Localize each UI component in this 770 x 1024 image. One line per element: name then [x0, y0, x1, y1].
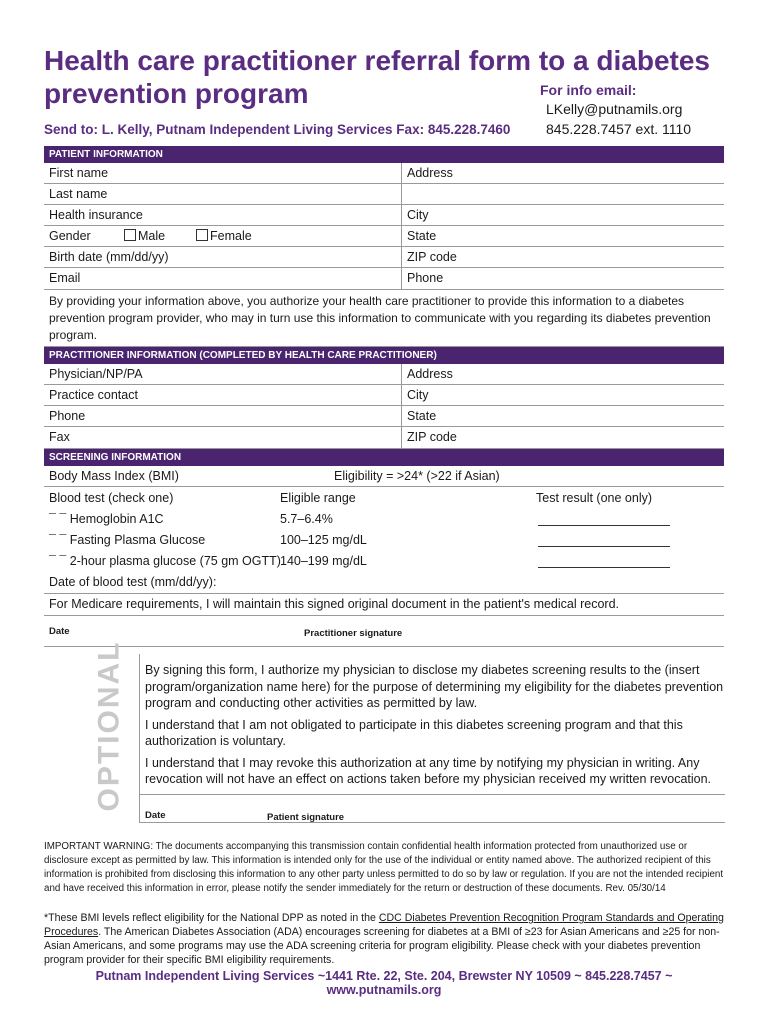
practitioner-signature-row: [44, 616, 724, 647]
test-date-field[interactable]: Date of blood test (mm/dd/yy):: [49, 575, 217, 589]
bmi-row: [44, 466, 724, 487]
female-checkbox[interactable]: [196, 226, 252, 246]
optional-paragraph-3: I understand that I may revoke this authorization at any time by notifying my physician in writing. Any revocation will not have an effect on actions taken before my physician received my written revocation.: [145, 755, 712, 786]
optional-authorization: [139, 654, 725, 823]
email-field[interactable]: Email: [49, 271, 81, 285]
test-row-fasting: [44, 530, 724, 551]
confidentiality-warning: IMPORTANT WARNING: The documents accompanying this transmission contain confidential health information protected from unauthorized use or disclosure except as permitted by law. This information is intended only for the use of the individual or entity named above. The authorized recipient of this information is prohibited from disclosing this information to any other party unless permitted to do so by law or regulation. If you are not the intended recipient and have received this information in error, please notify the sender immediately for the return or destruction of these documents. Rev. 05/30/14: [44, 841, 724, 894]
test-option-a1c[interactable]: ¯ ¯ Hemoglobin A1C: [49, 512, 164, 526]
patient-zip-field[interactable]: ZIP code: [401, 247, 725, 268]
info-phone: 845.228.7457 ext. 1110: [546, 121, 692, 137]
optional-label-area: [44, 640, 139, 812]
test-option-fasting[interactable]: ¯ ¯ Fasting Plasma Glucose: [49, 533, 206, 547]
practitioner-phone-field[interactable]: Phone: [49, 409, 86, 423]
patient-address-field[interactable]: Address: [401, 163, 725, 184]
referral-form: [44, 146, 724, 647]
practitioner-signature-field[interactable]: Practitioner signature: [304, 628, 403, 639]
optional-label: OPTIONAL: [92, 640, 126, 812]
blood-test-header-row: [44, 487, 724, 509]
bmi-field[interactable]: Body Mass Index (BMI): [49, 469, 179, 483]
test-row-ogtt: [44, 551, 724, 572]
male-checkbox-box[interactable]: [124, 229, 136, 241]
first-name-field[interactable]: First name: [49, 166, 109, 180]
info-email-address[interactable]: LKelly@putnamils.org: [546, 101, 683, 117]
range-a1c: 5.7–6.4%: [280, 512, 333, 526]
practitioner-row-2: [44, 385, 724, 406]
female-checkbox-box[interactable]: [196, 229, 208, 241]
practitioner-row-4: [44, 427, 724, 449]
test-result-label: Test result (one only): [536, 491, 653, 505]
send-to-line: Send to: L. Kelly, Putnam Independent Living Services Fax: 845.228.7460: [44, 122, 511, 137]
patient-address-line2[interactable]: [401, 184, 725, 205]
practitioner-zip-field[interactable]: ZIP code: [401, 427, 725, 449]
result-a1c-input[interactable]: [538, 511, 670, 526]
male-checkbox[interactable]: [124, 226, 165, 246]
practitioner-city-field[interactable]: City: [401, 385, 725, 406]
practitioner-state-field[interactable]: State: [401, 406, 725, 427]
patient-signature-field[interactable]: Patient signature: [267, 812, 345, 823]
patient-consent-text: By providing your information above, you authorize your health care practitioner to provide this information to a diabetes prevention program provider, who may in turn use this information to communicate with you regarding its diabetes prevention program.: [44, 290, 724, 347]
practitioner-row-3: [44, 406, 724, 427]
physician-field[interactable]: Physician/NP/PA: [49, 367, 143, 381]
bmi-eligibility: Eligibility = >24* (>22 if Asian): [334, 469, 500, 483]
patient-city-field[interactable]: City: [401, 205, 725, 226]
female-label: Female: [210, 229, 252, 243]
result-fasting-input[interactable]: [538, 532, 670, 547]
patient-row-last-name: [44, 184, 724, 205]
blood-test-label: Blood test (check one): [49, 491, 174, 505]
optional-paragraph-1: By signing this form, I authorize my physician to disclose my diabetes screening results to the (insert program/organization name here) for the purpose of determining my eligibility for the diabetes prevention program and conducting other activities as permitted by law.: [145, 663, 724, 710]
bmi-footnote: [44, 911, 724, 967]
practitioner-address-field[interactable]: Address: [401, 364, 725, 385]
gender-label: Gender: [49, 229, 91, 243]
last-name-field[interactable]: Last name: [49, 187, 108, 201]
birth-date-field[interactable]: Birth date (mm/dd/yy): [49, 250, 169, 264]
range-ogtt: 140–199 mg/dL: [280, 554, 367, 568]
test-row-a1c: [44, 509, 724, 530]
optional-paragraph-2: I understand that I am not obligated to participate in this diabetes screening program and that this authorization is voluntary.: [145, 717, 683, 748]
practitioner-fax-field[interactable]: Fax: [49, 430, 70, 444]
organization-footer: Putnam Independent Living Services ~1441 Rte. 22, Ste. 204, Brewster NY 10509 ~ 845.228.7457 ~ www.putnamils.org: [95, 969, 673, 997]
patient-row-birth: [44, 247, 724, 268]
patient-signature-row: [139, 794, 725, 823]
eligible-range-label: Eligible range: [280, 491, 356, 505]
result-ogtt-input[interactable]: [538, 553, 670, 568]
patient-row-gender: [44, 226, 724, 247]
medicare-statement: For Medicare requirements, I will maintain this signed original document in the patient's medical record.: [49, 597, 620, 611]
range-fasting: 100–125 mg/dL: [280, 533, 367, 547]
page-title: Health care practitioner referral form to a diabetes prevention program: [44, 45, 710, 109]
test-option-ogtt[interactable]: ¯ ¯ 2-hour plasma glucose (75 gm OGTT): [49, 554, 281, 568]
patient-phone-field[interactable]: Phone: [401, 268, 725, 290]
footnote-text-start: *These BMI levels reflect eligibility for the National DPP as noted in the: [44, 912, 379, 924]
patient-section-header: PATIENT INFORMATION: [44, 146, 724, 163]
practitioner-row-1: [44, 364, 724, 385]
test-date-row: [44, 572, 724, 594]
patient-row-insurance: [44, 205, 724, 226]
patient-row-email: [44, 268, 724, 290]
screening-section-header: SCREENING INFORMATION: [44, 449, 724, 466]
patient-row-first-name: [44, 163, 724, 184]
practice-contact-field[interactable]: Practice contact: [49, 388, 138, 402]
male-label: Male: [138, 229, 166, 243]
medicare-row: [44, 594, 724, 616]
patient-state-field[interactable]: State: [401, 226, 725, 247]
practitioner-section-header: PRACTITIONER INFORMATION (COMPLETED BY HEALTH CARE PRACTITIONER): [44, 347, 724, 364]
patient-date-field[interactable]: Date: [145, 810, 166, 821]
health-insurance-field[interactable]: Health insurance: [49, 208, 143, 222]
practitioner-date-field[interactable]: Date: [49, 626, 70, 637]
cdc-standards-link[interactable]: CDC Diabetes Prevention Recognition Program Standards and Operating Procedures: [44, 912, 724, 938]
info-email-label: For info email:: [540, 82, 637, 98]
footnote-text-end: . The American Diabetes Association (ADA) encourages screening for diabetes at a BMI of ≥23 for Asian Americans and ≥25 for non-Asian Americans, and some programs may use the ADA screening criteria for program eligibility. Please check with your diabetes prevention program provider for their specific BMI eligibility requirements.: [44, 926, 720, 966]
